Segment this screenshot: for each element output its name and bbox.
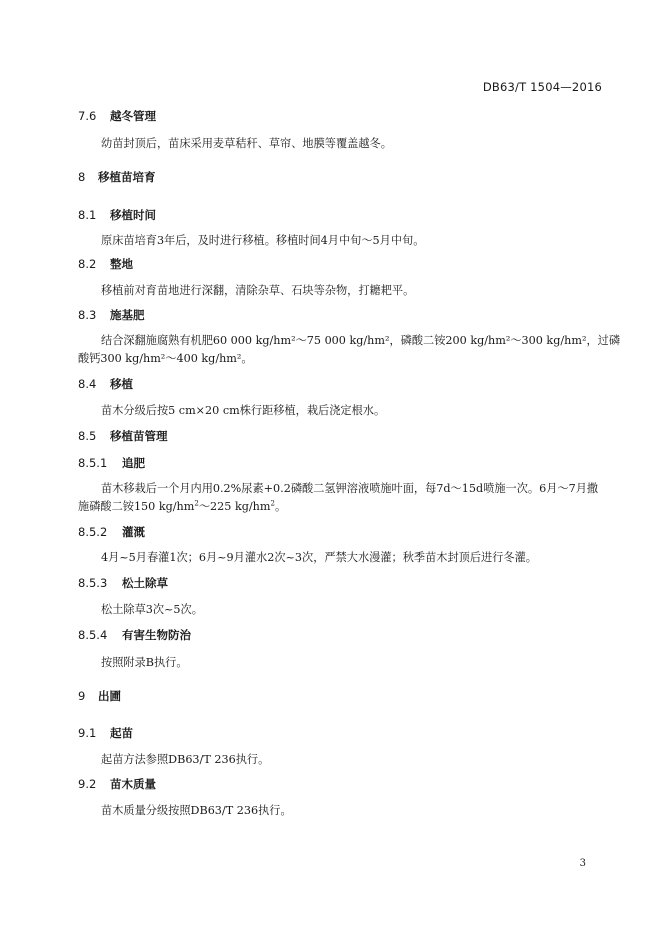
paragraph-8-1: 原床苗培育3年后，及时进行移植。移植时间4月中旬～5月中旬。: [101, 234, 425, 247]
section-heading-9-1: [78, 725, 133, 741]
paragraph-8-5-1-line-1: 苗木移栽后一个月内用0.2%尿素+0.2磷酸二氢钾溶液喷施叶面，每7d～15d喷施一次。6月～7月撒: [101, 482, 599, 495]
paragraph-8-3-line-2: 酸钙300 kg/hm²～400 kg/hm²。: [78, 352, 253, 365]
section-title: 移植苗培育: [98, 170, 156, 184]
section-number: 8: [78, 170, 86, 184]
paragraph-8-5-4: 按照附录B执行。: [101, 656, 188, 669]
section-title: 起苗: [110, 726, 133, 740]
section-heading-8-3: [78, 307, 145, 323]
section-heading-9: [78, 688, 121, 704]
section-title: 松土除草: [122, 576, 168, 590]
section-title: 施基肥: [110, 308, 145, 322]
section-number: 8.1: [78, 208, 97, 222]
section-number: 8.5: [78, 429, 97, 443]
section-title: 移植时间: [110, 208, 156, 222]
paragraph-8-2: 移植前对育苗地进行深翻，清除杂草、石块等杂物，打耱耙平。: [101, 284, 415, 297]
superscript: 2: [270, 499, 275, 508]
paragraph-8-4: 苗木分级后按5 cm×20 cm株行距移植，栽后浇定根水。: [101, 404, 386, 417]
section-number: 8.2: [78, 257, 97, 271]
document-code: DB63/T 1504—2016: [482, 80, 602, 94]
section-heading-8-5: [78, 428, 168, 444]
section-number: 8.5.2: [78, 525, 108, 539]
text-segment: 。: [274, 500, 287, 513]
section-title: 移植苗管理: [110, 429, 168, 443]
section-number: 9.2: [78, 777, 97, 791]
paragraph-9-1: 起苗方法参照DB63/T 236执行。: [101, 753, 270, 766]
paragraph-9-2: 苗木质量分级按照DB63/T 236执行。: [101, 804, 292, 817]
section-title: 灌溉: [122, 525, 145, 539]
paragraph-8-5-3: 松土除草3次~5次。: [101, 603, 203, 616]
section-number: 9.1: [78, 726, 97, 740]
section-title: 有害生物防治: [122, 628, 191, 642]
paragraph-8-5-2: 4月~5月春灌1次；6月~9月灌水2次~3次，严禁大水漫灌；秋季苗木封顶后进行冬灌。: [101, 551, 537, 564]
paragraph-7-6: 幼苗封顶后，苗床采用麦草秸秆、草帘、地膜等覆盖越冬。: [101, 137, 392, 150]
section-heading-8-4: [78, 376, 133, 392]
section-number: 8.5.3: [78, 576, 108, 590]
section-title: 越冬管理: [110, 109, 156, 123]
section-number: 8.3: [78, 308, 97, 322]
section-title: 苗木质量: [110, 777, 156, 791]
section-heading-8-5-1: [78, 455, 145, 471]
section-number: 9: [78, 689, 86, 703]
section-number: 8.4: [78, 377, 97, 391]
superscript: 2: [194, 499, 199, 508]
section-heading-7-6: [78, 108, 156, 124]
paragraph-8-3-line-1: 结合深翻施腐熟有机肥60 000 kg/hm²～75 000 kg/hm²，磷酸二铵200 kg/hm²～300 kg/hm²，过磷: [101, 334, 621, 347]
text-segment: 施磷酸二铵150 kg/hm: [78, 500, 195, 513]
section-title: 出圃: [98, 689, 121, 703]
section-heading-8: [78, 169, 156, 185]
section-heading-8-5-2: [78, 524, 145, 540]
section-number: 8.5.4: [78, 628, 108, 642]
section-number: 8.5.1: [78, 456, 108, 470]
section-heading-8-5-3: [78, 575, 168, 591]
page-number: 3: [579, 858, 586, 869]
section-heading-8-5-4: [78, 627, 191, 643]
text-segment: ～225 kg/hm: [198, 500, 271, 513]
section-number: 7.6: [78, 109, 97, 123]
section-title: 整地: [110, 257, 133, 271]
section-title: 移植: [110, 377, 133, 391]
section-heading-9-2: [78, 776, 156, 792]
section-heading-8-2: [78, 256, 133, 272]
paragraph-8-5-1-line-2: [78, 498, 286, 514]
section-title: 追肥: [122, 456, 145, 470]
section-heading-8-1: [78, 207, 156, 223]
